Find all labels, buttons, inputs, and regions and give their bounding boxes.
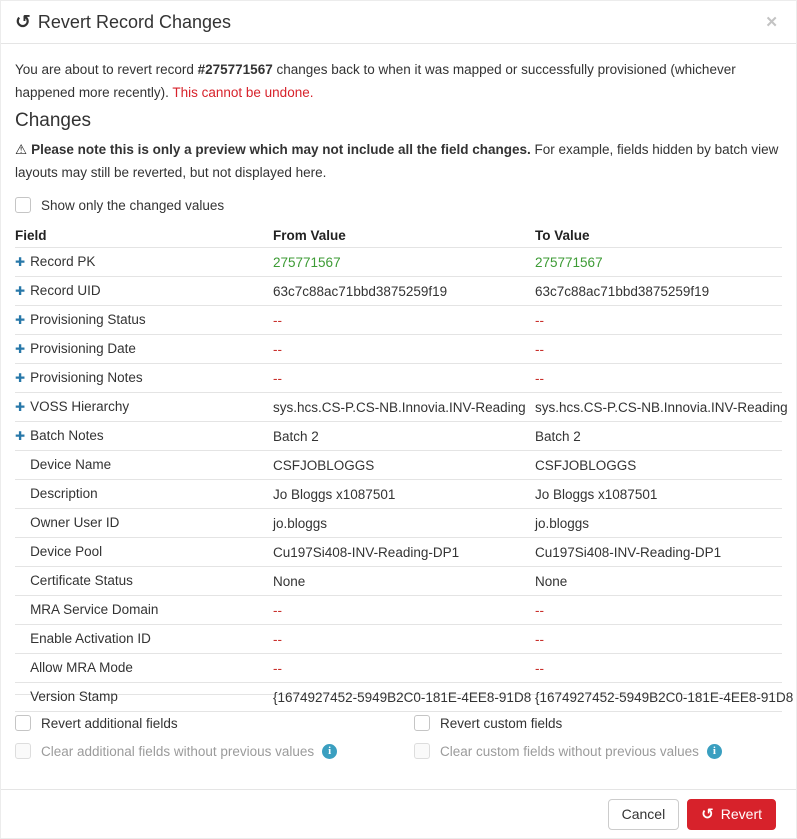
note-rest: For example, fields hidden by batch view layouts may still be reverted, but not displayed here. [15,142,779,180]
intro-text [15,58,782,104]
show-changed-values-label: Show only the changed values [41,197,225,213]
clear-custom-fields-label: Clear custom fields without previous values [440,743,699,759]
field-cell-label: Device Pool [30,544,103,559]
field-cell-label: MRA Service Domain [30,602,159,617]
table-header-row [15,224,782,248]
from-value-cell: Cu197Si408-INV-Reading-DP1 [273,538,535,567]
custom-fields-options [414,715,722,759]
field-cell [15,393,273,422]
clear-custom-fields-checkbox [414,743,430,759]
field-cell [15,596,273,625]
table-row[interactable] [15,567,782,596]
expand-plus-icon[interactable]: ✚ [15,400,26,414]
note-bold: Please note this is only a preview which may not include all the field changes. [31,142,531,157]
cannot-undo-warning: This cannot be undone. [172,85,314,100]
to-value-cell: {1674927452-5949B2C0-181E-4EE8-91D8 [535,683,782,712]
from-value-cell: sys.hcs.CS-P.CS-NB.Innovia.INV-Reading [273,393,535,422]
table-row[interactable] [15,277,782,306]
revert-button-label: Revert [720,805,762,822]
to-value-cell: CSFJOBLOGGS [535,451,782,480]
to-value-cell: -- [535,596,782,625]
show-changed-values-checkbox[interactable] [15,197,31,213]
to-value-column-header: To Value [535,224,782,248]
field-cell-label: Description [30,486,98,501]
revert-custom-fields-row [414,715,722,731]
field-cell-label: VOSS Hierarchy [30,399,130,414]
to-value-cell: Cu197Si408-INV-Reading-DP1 [535,538,782,567]
clear-additional-fields-checkbox [15,743,31,759]
modal-header [1,1,796,44]
table-row[interactable] [15,393,782,422]
field-cell [15,538,273,567]
field-cell [15,480,273,509]
preview-note [15,138,782,184]
to-value-cell: -- [535,306,782,335]
from-value-cell: -- [273,654,535,683]
revert-button[interactable] [687,799,776,830]
from-value-cell: Jo Bloggs x1087501 [273,480,535,509]
field-cell-label: Version Stamp [30,689,118,704]
field-cell-label: Record PK [30,254,96,269]
revert-additional-fields-label: Revert additional fields [41,715,178,731]
field-cell-label: Device Name [30,457,112,472]
from-value-cell: jo.bloggs [273,509,535,538]
from-value-cell: None [273,567,535,596]
table-row[interactable] [15,683,782,712]
field-cell [15,306,273,335]
close-icon[interactable]: ✕ [761,13,782,32]
field-cell-label: Provisioning Status [30,312,146,327]
field-cell [15,509,273,538]
page-title: Revert Record Changes [37,11,232,32]
revert-custom-fields-checkbox[interactable] [414,715,430,731]
clear-additional-fields-row [15,743,414,759]
to-value-cell: -- [535,654,782,683]
from-value-cell: 275771567 [273,248,535,277]
additional-fields-options [15,715,414,759]
from-value-cell: -- [273,335,535,364]
info-icon[interactable]: i [707,744,722,759]
modal-body [1,44,796,759]
from-value-cell: -- [273,306,535,335]
table-row[interactable] [15,654,782,683]
cancel-button[interactable]: Cancel [608,799,680,830]
table-row[interactable] [15,306,782,335]
clear-additional-fields-label: Clear additional fields without previous values [41,743,315,759]
modal-footer [1,789,796,838]
table-row[interactable] [15,480,782,509]
from-value-cell: -- [273,364,535,393]
field-cell-label: Batch Notes [30,428,104,443]
field-cell-label: Certificate Status [30,573,133,588]
field-cell-label: Enable Activation ID [30,631,151,646]
from-value-cell: CSFJOBLOGGS [273,451,535,480]
to-value-cell: -- [535,625,782,654]
changes-table-body [15,248,794,712]
field-cell-label: Allow MRA Mode [30,660,133,675]
table-row[interactable] [15,248,782,277]
field-cell [15,683,273,712]
revert-custom-fields-label: Revert custom fields [440,715,563,731]
revert-options [15,715,782,759]
field-cell [15,277,273,306]
warning-icon: ⚠ [15,142,28,157]
field-cell-label: Owner User ID [30,515,120,530]
info-icon[interactable]: i [322,744,337,759]
to-value-cell: None [535,567,782,596]
from-value-column-header: From Value [273,224,535,248]
revert-additional-fields-checkbox[interactable] [15,715,31,731]
changes-table-scroll-area[interactable] [15,224,794,705]
expand-plus-icon[interactable]: ✚ [15,371,26,385]
intro-pre: You are about to revert record [15,62,198,77]
field-cell [15,654,273,683]
show-changed-values-row [15,197,782,213]
field-cell [15,451,273,480]
to-value-cell: sys.hcs.CS-P.CS-NB.Innovia.INV-Reading [535,393,782,422]
from-value-cell: -- [273,625,535,654]
field-cell-label: Provisioning Notes [30,370,143,385]
table-row[interactable] [15,451,782,480]
record-id: #275771567 [197,62,273,77]
expand-plus-icon[interactable]: ✚ [15,342,26,356]
table-row[interactable] [15,538,782,567]
intro-post: changes back to when it was mapped or successfully provisioned (whichever happened more recently). [15,62,736,100]
expand-plus-icon[interactable]: ✚ [15,429,26,443]
revert-icon: ↺ [15,11,31,33]
table-row[interactable] [15,625,782,654]
to-value-cell: -- [535,364,782,393]
from-value-cell: -- [273,596,535,625]
field-cell [15,422,273,451]
from-value-cell: Batch 2 [273,422,535,451]
from-value-cell: {1674927452-5949B2C0-181E-4EE8-91D8 [273,683,535,712]
field-column-header: Field [15,224,273,248]
revert-button-icon: ↺ [701,805,714,823]
field-cell [15,335,273,364]
table-row[interactable] [15,364,782,393]
table-row[interactable] [15,509,782,538]
to-value-cell: Jo Bloggs x1087501 [535,480,782,509]
table-row[interactable] [15,335,782,364]
to-value-cell: 63c7c88ac71bbd3875259f19 [535,277,782,306]
table-row[interactable] [15,422,782,451]
from-value-cell: 63c7c88ac71bbd3875259f19 [273,277,535,306]
to-value-cell: 275771567 [535,248,782,277]
field-cell [15,625,273,654]
field-cell [15,248,273,277]
expand-plus-icon[interactable]: ✚ [15,255,26,269]
clear-custom-fields-row [414,743,722,759]
table-row[interactable] [15,596,782,625]
expand-plus-icon[interactable]: ✚ [15,284,26,298]
field-cell-label: Provisioning Date [30,341,136,356]
field-cell [15,567,273,596]
to-value-cell: jo.bloggs [535,509,782,538]
field-cell-label: Record UID [30,283,101,298]
to-value-cell: -- [535,335,782,364]
field-cell [15,364,273,393]
revert-additional-fields-row [15,715,414,731]
changes-heading: Changes [15,110,92,131]
changes-table [15,224,794,712]
to-value-cell: Batch 2 [535,422,782,451]
expand-plus-icon[interactable]: ✚ [15,313,26,327]
